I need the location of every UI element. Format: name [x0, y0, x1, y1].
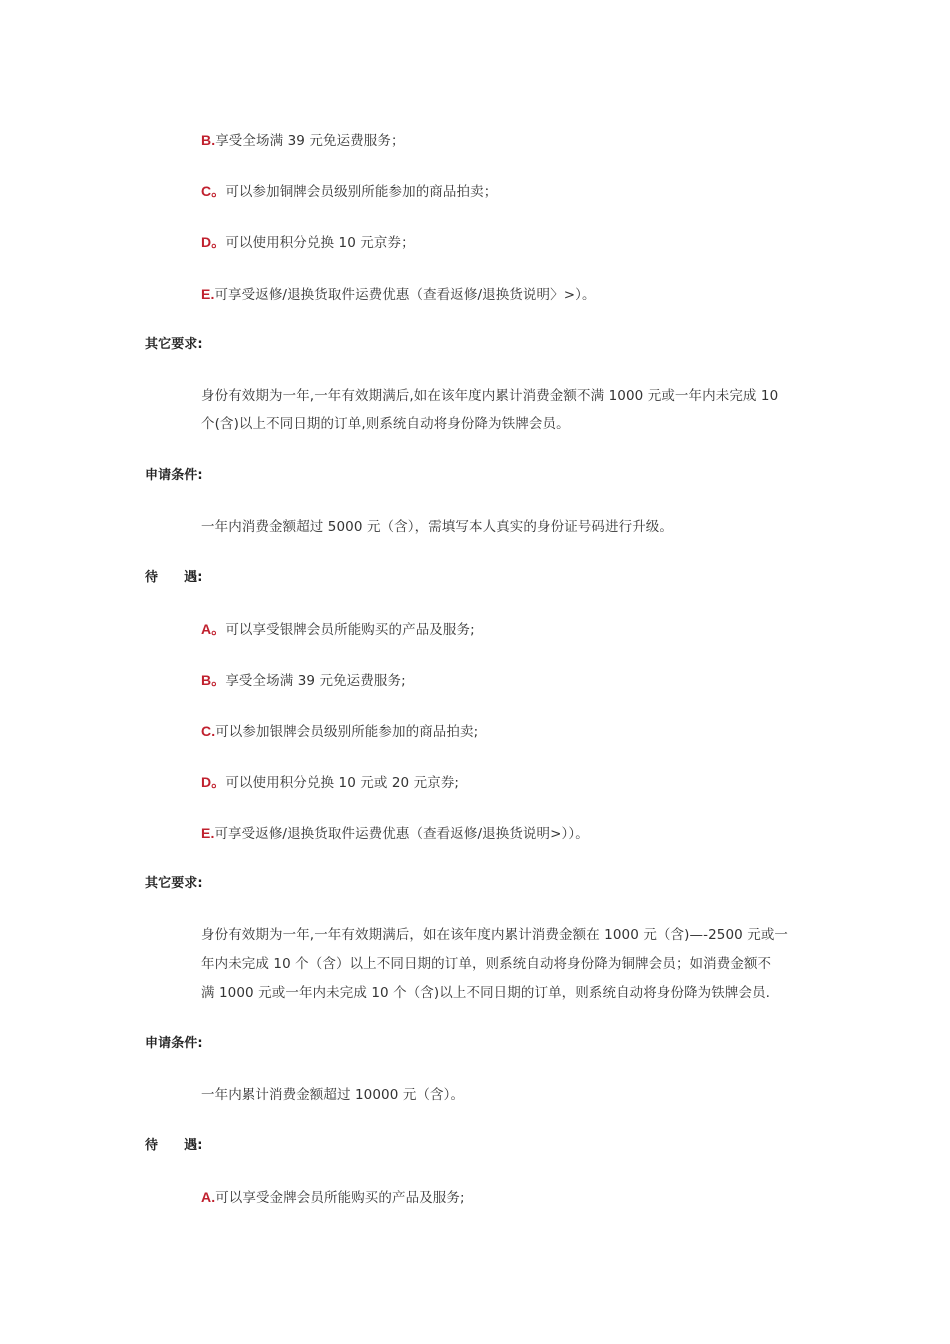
- benefit-text: 可享受返修/退换货取件运费优惠（查看返修/退换货说明>））。: [214, 826, 589, 842]
- benefit-text: 可以参加银牌会员级别所能参加的商品拍卖;: [215, 724, 479, 740]
- benefit-item: [201, 772, 459, 793]
- benefit-letter: B。: [201, 672, 226, 688]
- benefit-letter: C。: [201, 183, 226, 199]
- heading-part: 待: [145, 570, 159, 585]
- benefit-letter: C.: [201, 723, 216, 739]
- paragraph-line: 一年内消费金额超过 5000 元（含），需填写本人真实的身份证号码进行升级。: [201, 519, 673, 535]
- benefit-text: 可以享受银牌会员所能购买的产品及服务;: [225, 622, 475, 638]
- heading-part: 遇:: [184, 1138, 203, 1153]
- benefit-item: [201, 619, 475, 640]
- section-heading-benefits: [145, 568, 203, 588]
- benefit-item: [201, 1187, 465, 1208]
- paragraph-line: 身份有效期为一年,一年有效期满后,如在该年度内累计消费金额不满 1000 元或一年内未完成 10: [201, 388, 779, 404]
- benefit-text: 可以使用积分兑换 10 元京券；: [225, 235, 415, 251]
- section-heading-other-requirements: 其它要求:: [145, 337, 203, 352]
- benefit-letter: D。: [201, 774, 226, 790]
- benefit-text: 可以使用积分兑换 10 元或 20 元京券;: [225, 775, 460, 791]
- paragraph-line: 个(含)以上不同日期的订单,则系统自动将身份降为铁牌会员。: [201, 416, 570, 432]
- benefit-item: [201, 284, 596, 305]
- paragraph-line: 一年内累计消费金额超过 10000 元（含）。: [201, 1087, 465, 1103]
- benefit-text: 享受全场满 39 元免运费服务；: [215, 133, 405, 149]
- benefit-letter: E.: [201, 825, 215, 841]
- heading-part: 待: [145, 1138, 159, 1153]
- section-heading-apply-conditions: 申请条件:: [145, 1036, 203, 1051]
- benefit-item: [201, 823, 589, 844]
- paragraph-line: 身份有效期为一年,一年有效期满后，如在该年度内累计消费金额在 1000 元（含)—-2500 元或一: [201, 927, 789, 943]
- section-heading-apply-conditions: 申请条件:: [145, 468, 203, 483]
- benefit-text: 可以享受金牌会员所能购买的产品及服务;: [215, 1190, 465, 1206]
- benefit-letter: A。: [201, 621, 226, 637]
- benefit-text: 可以参加铜牌会员级别所能参加的商品拍卖；: [225, 184, 498, 200]
- paragraph-line: 满 1000 元或一年内未完成 10 个（含)以上不同日期的订单，则系统自动将身份降为铁牌会员.: [201, 985, 771, 1001]
- benefit-letter: B.: [201, 132, 216, 148]
- paragraph-line: 年内未完成 10 个（含）以上不同日期的订单，则系统自动将身份降为铜牌会员；如消费金额不: [201, 956, 772, 972]
- benefit-item: [201, 721, 478, 742]
- benefit-letter: D。: [201, 234, 226, 250]
- benefit-text: 享受全场满 39 元免运费服务;: [225, 673, 406, 689]
- benefit-letter: E.: [201, 286, 215, 302]
- benefit-item: [201, 232, 415, 253]
- heading-part: 遇:: [184, 570, 203, 585]
- benefit-item: [201, 670, 406, 691]
- benefit-item: [201, 181, 497, 202]
- section-heading-benefits: [145, 1136, 203, 1156]
- benefit-letter: A.: [201, 1189, 216, 1205]
- benefit-item: [201, 130, 405, 151]
- section-heading-other-requirements: 其它要求:: [145, 876, 203, 891]
- benefit-text: 可享受返修/退换货取件运费优惠（查看返修/退换货说明〉>）。: [214, 287, 596, 303]
